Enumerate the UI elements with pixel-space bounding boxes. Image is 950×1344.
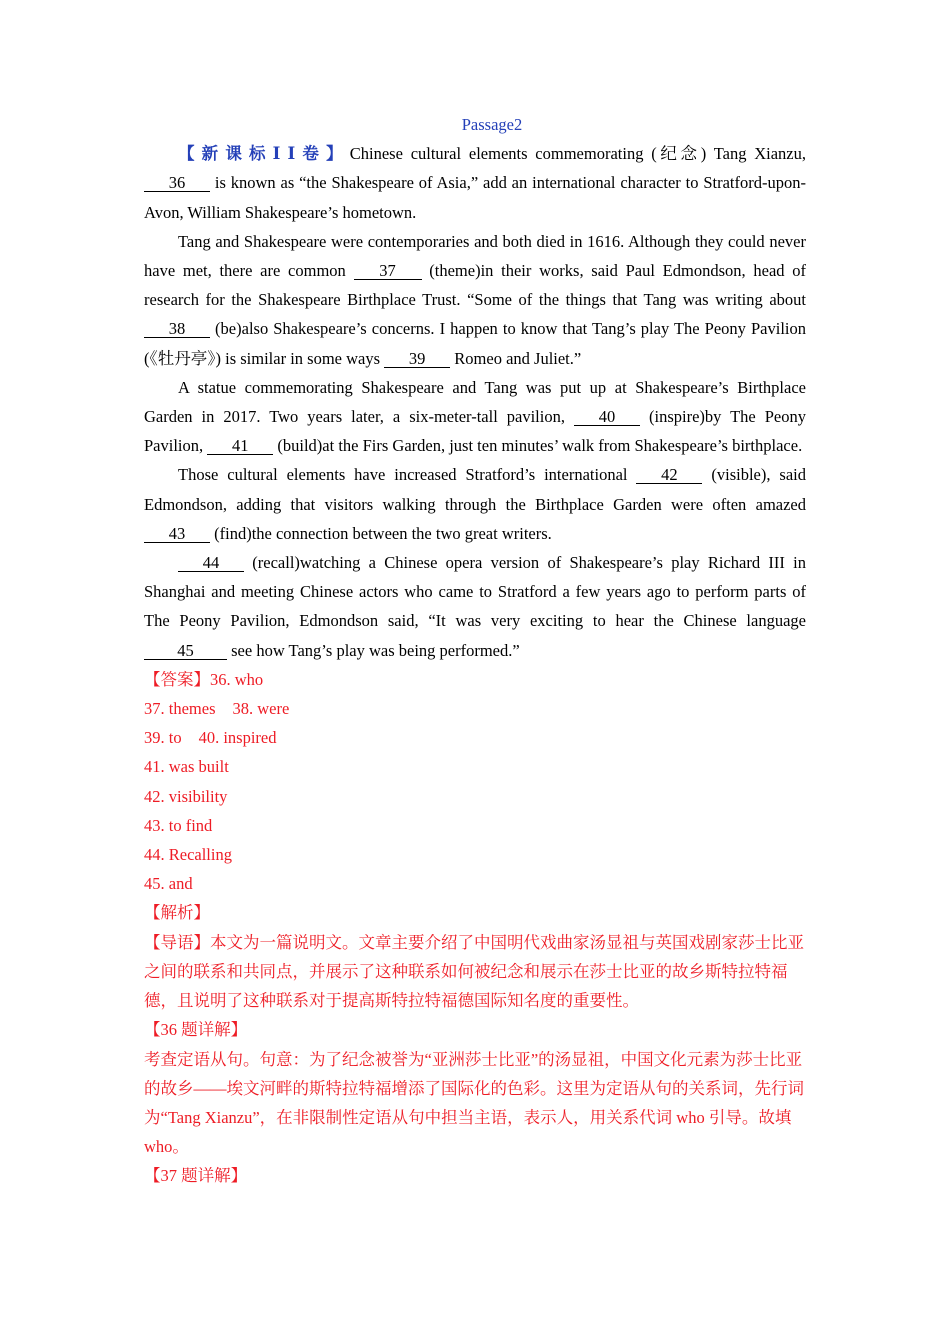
passage-text: (visible), said Edmondson, adding that visitors walking through the Birthplace Garden were often amazed: [144, 465, 806, 514]
answer-row: [144, 752, 806, 781]
q37-title: 【37 题详解】: [144, 1166, 248, 1186]
blank-41: 41: [207, 437, 273, 455]
answer-row: [144, 840, 806, 869]
passage-text: Those cultural elements have increased Stratford’s international: [178, 465, 637, 485]
answer-row: [144, 869, 806, 898]
answer-38: 38. were: [232, 699, 290, 719]
q36-explanation: 考查定语从句。句意：为了纪念被誉为“亚洲莎士比亚”的汤显祖，中国文化元素为莎士比亚的故乡——埃文河畔的斯特拉特福增添了国际化的色彩。这里为定语从句的关系词，先行词为“Tang Xianzu”，在非限制性定语从句中担当主语，表示人，用关系代词 who 引导。故填 who。: [144, 1049, 804, 1157]
answer-44: 44. Recalling: [144, 845, 232, 865]
passage-text: is known as “the Shakespeare of Asia,” add an international character to Stratford-upon-Avon, William Shakespeare’s hometown.: [144, 173, 806, 222]
answer-40: 40. inspired: [198, 728, 277, 748]
answer-label: 【答案】: [144, 669, 210, 689]
passage-paragraph-1: [144, 139, 806, 227]
answer-row: [144, 811, 806, 840]
passage-text: (recall)watching a Chinese opera version of Shakespeare’s play Richard III in Shanghai and meeting Chinese actors who came to Stratford a few years ago to perform parts of The Peony Pavilion, Edmondson said, “It was very exciting to hear the Chinese language: [144, 553, 806, 631]
blank-36: 36: [144, 174, 210, 192]
answer-row: [144, 782, 806, 811]
passage-body: [144, 139, 806, 665]
blank-43: 43: [144, 525, 210, 543]
passage-text: (build)at the Firs Garden, just ten minutes’ walk from Shakespeare’s birthplace.: [273, 436, 803, 456]
answer-row: [144, 694, 806, 723]
passage-text: Romeo and Juliet.”: [450, 348, 582, 368]
answer-45: 45. and: [144, 874, 193, 894]
passage-text: Chinese cultural elements commemorating (纪念) Tang Xianzu,: [349, 144, 807, 164]
answer-41: 41. was built: [144, 757, 229, 777]
passage-paragraph-4: [144, 460, 806, 548]
passage-text: (theme)in their works, said Paul Edmondson, head of research for the Shakespeare Birthplace Trust. “Some of the things that Tang was writing about: [144, 261, 806, 310]
passage-text: (inspire)by The Peony Pavilion,: [144, 407, 806, 456]
source-tag: 【新课标ⅠⅠ卷】: [178, 144, 350, 164]
blank-42: 42: [636, 466, 702, 484]
answer-37: 37. themes: [144, 699, 216, 719]
answer-43: 43. to find: [144, 815, 213, 835]
intro-paragraph: 【导语】本文为一篇说明文。文章主要介绍了中国明代戏曲家汤显祖与英国戏剧家莎士比亚之间的联系和共同点，并展示了这种联系如何被纪念和展示在莎士比亚的故乡斯特拉特福德，且说明了这种联系对于提高斯特拉特福德国际知名度的重要性。: [144, 932, 804, 1011]
passage-text: (be)also Shakespeare’s concerns. I happen to know that Tang’s play The Peony Pavilion (《牡丹亭》) is similar in some ways: [144, 319, 806, 368]
passage-paragraph-5: [144, 548, 806, 665]
blank-40: 40: [574, 408, 640, 426]
analysis-label: 【解析】: [144, 903, 210, 923]
blank-38: 38: [144, 320, 210, 338]
answer-42: 42. visibility: [144, 786, 228, 806]
blank-37: 37: [354, 262, 422, 280]
q36-title: 【36 题详解】: [144, 1020, 248, 1040]
passage-text: Tang and Shakespeare were contemporaries and both died in 1616. Although they could never have met, there are common: [144, 231, 806, 281]
answer-39: 39. to: [144, 728, 182, 748]
passage-paragraph-2: [144, 227, 806, 373]
passage-paragraph-3: [144, 373, 806, 461]
blank-39: 39: [384, 350, 450, 368]
blank-44: 44: [178, 554, 244, 572]
passage-text: A statue commemorating Shakespeare and Tang was put up at Shakespeare’s Birthplace Garden in 2017. Two years later, a six-meter-tall pavilion,: [144, 377, 806, 427]
blank-45: 45: [144, 642, 227, 660]
answer-row: [144, 723, 806, 752]
answer-section: [144, 665, 806, 899]
passage-text: (find)the connection between the two great writers.: [210, 523, 552, 543]
passage-heading: Passage2: [461, 115, 523, 134]
analysis-section: [144, 898, 806, 1190]
answer-row: [144, 665, 806, 694]
answer-36: 36. who: [210, 669, 264, 689]
passage-text: see how Tang’s play was being performed.”: [227, 640, 520, 660]
document-column: [144, 110, 806, 1191]
